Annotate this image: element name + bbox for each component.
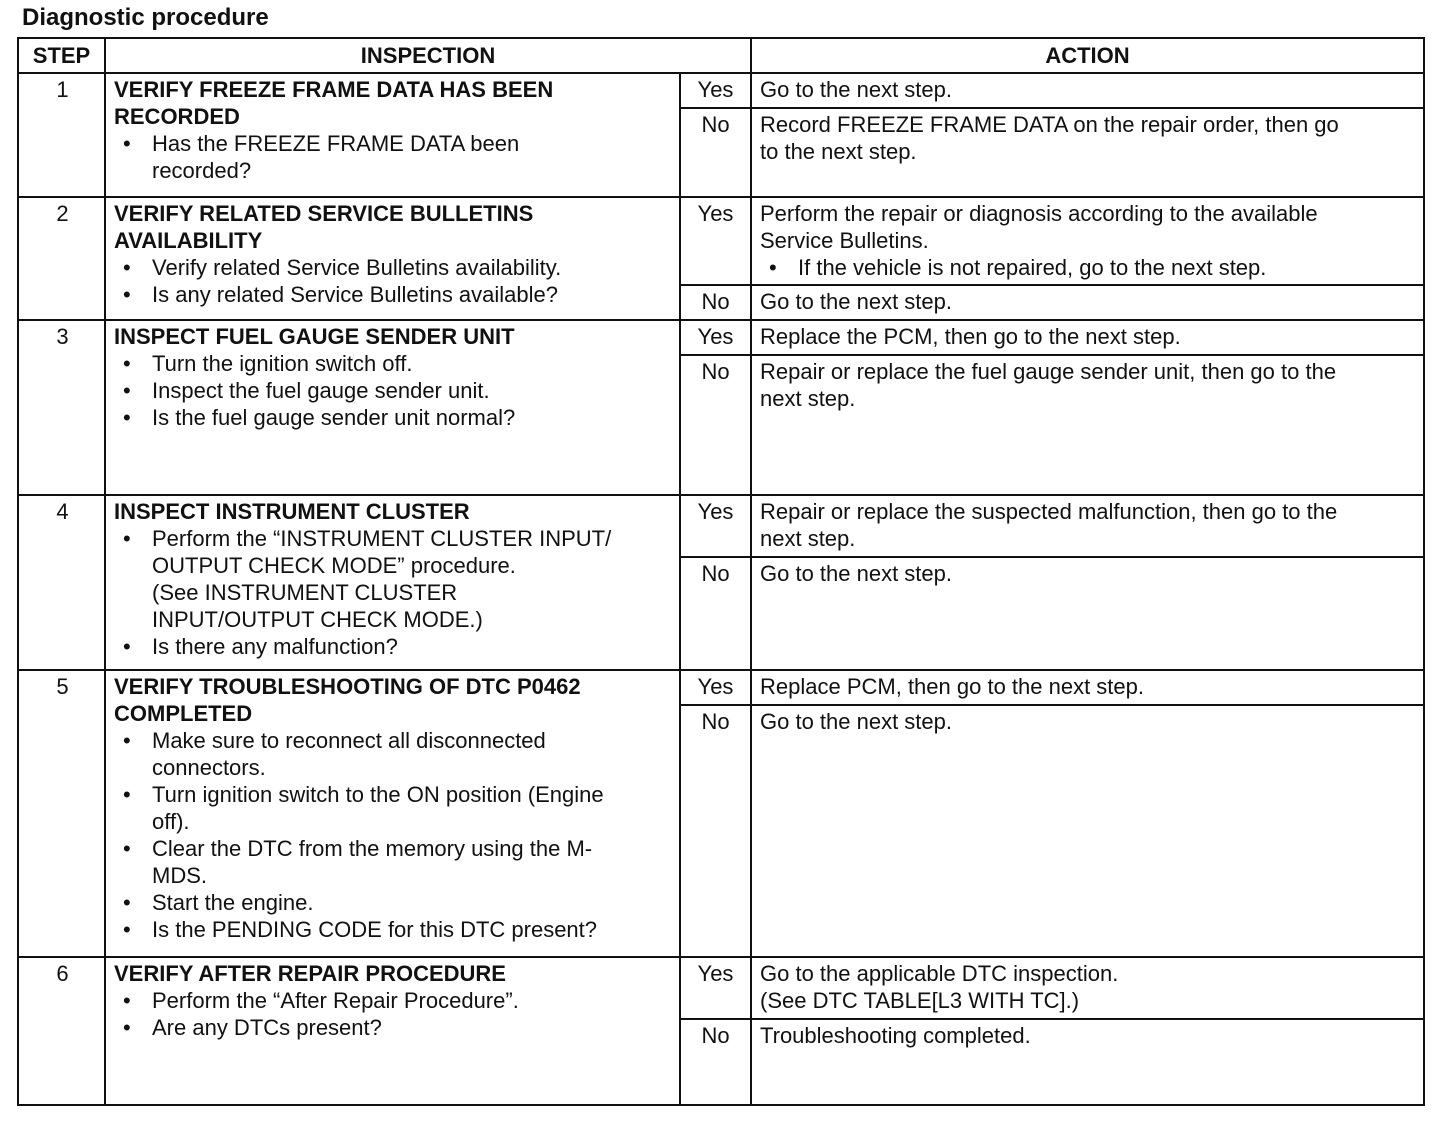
inspection-item-line: Are any DTCs present? xyxy=(152,1014,382,1040)
table-row xyxy=(18,957,1424,1019)
inspection-item-line: Turn the ignition switch off. xyxy=(152,351,413,377)
yes-action xyxy=(751,670,1424,705)
no-action xyxy=(751,557,1424,669)
table-row xyxy=(18,495,1424,557)
inspection-item xyxy=(114,781,673,835)
bullet-icon: • xyxy=(123,781,131,807)
inspection-item-line: Is the fuel gauge sender unit normal? xyxy=(152,405,516,431)
inspection-item-line: Inspect the fuel gauge sender unit. xyxy=(152,378,490,404)
action-line: Troubleshooting completed. xyxy=(760,1022,1031,1048)
action-line: (See DTC TABLE[L3 WITH TC].) xyxy=(760,987,1080,1013)
action-line: Service Bulletins. xyxy=(760,228,929,254)
yes-label: Yes xyxy=(680,670,751,705)
inspection-cell xyxy=(105,197,680,320)
inspection-item-line: Perform the “INSTRUMENT CLUSTER INPUT/ xyxy=(152,526,612,552)
inspection-item-line: Verify related Service Bulletins availability. xyxy=(152,255,562,281)
step-number: 3 xyxy=(18,320,105,495)
inspection-item xyxy=(114,916,673,943)
inspection-item xyxy=(114,727,673,781)
inspection-item xyxy=(114,889,673,916)
yes-label: Yes xyxy=(680,197,751,285)
diagnostic-table xyxy=(17,37,1425,1106)
no-action xyxy=(751,705,1424,957)
yes-label: Yes xyxy=(680,73,751,108)
inspection-cell xyxy=(105,495,680,669)
inspection-item-line: off). xyxy=(152,808,190,834)
inspection-heading: AVAILABILITY xyxy=(114,228,263,254)
no-label: No xyxy=(680,355,751,495)
bullet-icon: • xyxy=(123,131,131,156)
yes-label: Yes xyxy=(680,320,751,355)
action-line: Go to the next step. xyxy=(760,77,953,102)
inspection-item xyxy=(114,281,673,308)
bullet-icon: • xyxy=(123,1014,131,1040)
inspection-item-line: Clear the DTC from the memory using the M- xyxy=(152,835,593,861)
table-row xyxy=(18,670,1424,705)
bullet-icon: • xyxy=(123,378,131,404)
action-line: Record FREEZE FRAME DATA on the repair order, then go xyxy=(760,112,1339,138)
action-column-header: ACTION xyxy=(751,38,1424,73)
inspection-heading: VERIFY TROUBLESHOOTING OF DTC P0462 xyxy=(114,673,581,699)
action-bullet-item xyxy=(760,254,1417,281)
inspection-item xyxy=(114,404,673,431)
inspection-item-line: Is any related Service Bulletins available? xyxy=(152,282,559,308)
yes-action xyxy=(751,495,1424,557)
inspection-item-line: Turn ignition switch to the ON position (Engine xyxy=(152,781,604,807)
action-line: Replace the PCM, then go to the next step. xyxy=(760,324,1181,350)
inspection-item-line: Perform the “After Repair Procedure”. xyxy=(152,987,519,1013)
inspection-item-line: Start the engine. xyxy=(152,889,314,915)
inspection-item-line: recorded? xyxy=(152,158,252,183)
page-title: Diagnostic procedure xyxy=(22,4,269,31)
bullet-icon: • xyxy=(123,526,131,552)
inspection-cell xyxy=(105,957,680,1105)
bullet-icon: • xyxy=(123,634,131,660)
yes-label: Yes xyxy=(680,495,751,557)
header-row xyxy=(18,38,1424,73)
action-line: Replace PCM, then go to the next step. xyxy=(760,673,1145,699)
inspection-heading: VERIFY AFTER REPAIR PROCEDURE xyxy=(114,960,506,986)
action-line: Repair or replace the suspected malfunction, then go to the xyxy=(760,499,1338,525)
step-column-header: STEP xyxy=(18,38,105,73)
no-action xyxy=(751,355,1424,495)
bullet-icon: • xyxy=(123,405,131,431)
action-line: Go to the applicable DTC inspection. xyxy=(760,960,1119,986)
inspection-heading: VERIFY RELATED SERVICE BULLETINS xyxy=(114,201,534,227)
action-line: Go to the next step. xyxy=(760,561,953,587)
yes-action xyxy=(751,73,1424,108)
no-label: No xyxy=(680,557,751,669)
inspection-item xyxy=(114,525,673,633)
no-label: No xyxy=(680,1019,751,1105)
action-line: next step. xyxy=(760,526,856,552)
inspection-heading: VERIFY FREEZE FRAME DATA HAS BEEN xyxy=(114,77,554,102)
table-row xyxy=(18,197,1424,285)
inspection-item-line: MDS. xyxy=(152,862,207,888)
inspection-item xyxy=(114,377,673,404)
bullet-icon: • xyxy=(123,255,131,281)
no-label: No xyxy=(680,108,751,197)
yes-action xyxy=(751,320,1424,355)
inspection-heading: RECORDED xyxy=(114,104,240,129)
inspection-item xyxy=(114,130,673,184)
step-number: 2 xyxy=(18,197,105,320)
inspection-item-line: connectors. xyxy=(152,754,266,780)
table-row xyxy=(18,73,1424,108)
bullet-icon: • xyxy=(769,255,777,281)
inspection-heading: INSPECT FUEL GAUGE SENDER UNIT xyxy=(114,324,515,350)
inspection-item-line: (See INSTRUMENT CLUSTER xyxy=(152,580,458,606)
inspection-heading: INSPECT INSTRUMENT CLUSTER xyxy=(114,499,470,525)
yes-action xyxy=(751,197,1424,285)
yes-label: Yes xyxy=(680,957,751,1019)
inspection-cell xyxy=(105,73,680,197)
inspection-item-line: INPUT/OUTPUT CHECK MODE.) xyxy=(152,607,483,633)
step-number: 4 xyxy=(18,495,105,669)
table-row xyxy=(18,320,1424,355)
step-number: 1 xyxy=(18,73,105,197)
inspection-item-line: Has the FREEZE FRAME DATA been xyxy=(152,131,520,156)
action-line: next step. xyxy=(760,386,856,412)
action-line: Go to the next step. xyxy=(760,289,953,315)
inspection-cell xyxy=(105,320,680,495)
inspection-item xyxy=(114,1014,673,1041)
yes-action xyxy=(751,957,1424,1019)
no-label: No xyxy=(680,705,751,957)
bullet-icon: • xyxy=(123,987,131,1013)
action-line: Perform the repair or diagnosis according to the available xyxy=(760,201,1318,227)
action-bullet-text: If the vehicle is not repaired, go to the next step. xyxy=(798,255,1267,281)
bullet-icon: • xyxy=(123,889,131,915)
no-action xyxy=(751,285,1424,320)
inspection-item xyxy=(114,254,673,281)
inspection-item xyxy=(114,633,673,660)
bullet-icon: • xyxy=(123,727,131,753)
step-number: 5 xyxy=(18,670,105,957)
inspection-item xyxy=(114,835,673,889)
action-line: to the next step. xyxy=(760,139,917,165)
inspection-item xyxy=(114,350,673,377)
bullet-icon: • xyxy=(123,282,131,308)
action-line: Repair or replace the fuel gauge sender unit, then go to the xyxy=(760,359,1337,385)
inspection-column-header: INSPECTION xyxy=(105,38,751,73)
inspection-item xyxy=(114,987,673,1014)
no-action xyxy=(751,1019,1424,1105)
inspection-item-line: OUTPUT CHECK MODE” procedure. xyxy=(152,553,516,579)
inspection-cell xyxy=(105,670,680,957)
bullet-icon: • xyxy=(123,351,131,377)
inspection-item-line: Is there any malfunction? xyxy=(152,634,398,660)
bullet-icon: • xyxy=(123,835,131,861)
inspection-heading: COMPLETED xyxy=(114,700,253,726)
action-line: Go to the next step. xyxy=(760,708,953,734)
bullet-icon: • xyxy=(123,916,131,942)
no-action xyxy=(751,108,1424,197)
inspection-item-line: Make sure to reconnect all disconnected xyxy=(152,727,546,753)
step-number: 6 xyxy=(18,957,105,1105)
no-label: No xyxy=(680,285,751,320)
inspection-item-line: Is the PENDING CODE for this DTC present? xyxy=(152,916,598,942)
